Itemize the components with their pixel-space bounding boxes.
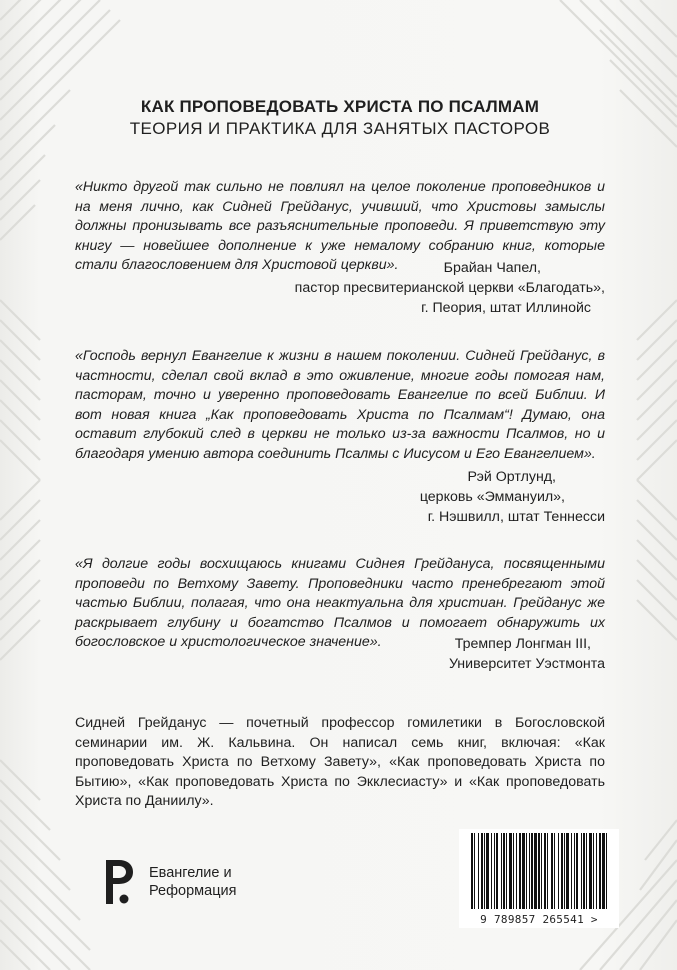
barcode-bar xyxy=(506,833,507,909)
publisher-mark-icon xyxy=(103,858,137,906)
endorser-place: г. Нэшвилл, штат Теннесси xyxy=(427,509,605,525)
endorser-role: церковь «Эммануил», xyxy=(419,489,565,505)
barcode-bar xyxy=(513,833,514,909)
barcode-bar xyxy=(599,833,601,909)
barcode-bar xyxy=(558,833,559,909)
barcode-bar xyxy=(554,833,555,909)
endorser-place: г. Пеория, штат Иллинойс xyxy=(421,300,591,316)
barcode-bar xyxy=(474,833,475,909)
barcode-bar xyxy=(551,833,553,909)
barcode-bar xyxy=(531,833,533,909)
barcode-bar xyxy=(544,833,546,909)
barcode-bar xyxy=(526,833,527,909)
barcode-bars xyxy=(459,829,619,913)
endorsement-attribution-1 xyxy=(75,258,605,318)
barcode-bar xyxy=(561,833,563,909)
barcode-bar xyxy=(491,833,492,909)
barcode-bar xyxy=(534,833,537,909)
barcode-bar xyxy=(486,833,489,909)
barcode-bar xyxy=(593,833,594,909)
barcode-bar xyxy=(484,833,485,909)
endorsement-attribution-2 xyxy=(75,467,605,527)
barcode-bar xyxy=(576,833,578,909)
barcode-bar xyxy=(538,833,540,909)
barcode-bar xyxy=(574,833,575,909)
barcode-bar xyxy=(564,833,565,909)
barcode-bar xyxy=(496,833,498,909)
author-bio: Сидней Грейданус — почетный профессор гомилетики в Богословской семинарии им. Ж. Кальвина. Он написал семь книг, включая: «Как проповедовать Христа по Ветхому Завету», «Как проповедовать Христа по Бытию», «Как проповедовать Христа по Экклесиасту» и «Как проповедовать Христа по Даниилу». xyxy=(75,715,605,809)
barcode-bar xyxy=(566,833,569,909)
barcode-bar xyxy=(596,833,597,909)
barcode-bar xyxy=(481,833,483,909)
endorsement-quote-3: «Я долгие годы восхищаюсь книгами Сиднея Грейдануса, посвященными проповеди по Ветхому Завету. Проповедники часто пренебрегают этой частью Библии, полагая, что она неактуальна для христиан. Грейданус же раскрывает глубину и богатство Псалмов и помогает обнаружить их богословское и христологическое значение». xyxy=(75,556,605,650)
barcode-bar xyxy=(529,833,530,909)
isbn-barcode xyxy=(459,829,619,928)
barcode-bar xyxy=(541,833,542,909)
barcode-bar xyxy=(583,833,585,909)
barcode-bar xyxy=(509,833,512,909)
barcode-bar xyxy=(478,833,479,909)
endorser-name: Рэй Ортлунд, xyxy=(467,469,556,485)
barcode-bar xyxy=(589,833,592,909)
isbn-digits: 9 789857 265541 > xyxy=(480,913,598,926)
endorser-role: пастор пресвитерианской церкви «Благодать», xyxy=(294,280,605,296)
barcode-bar xyxy=(586,833,587,909)
endorsement-quote-1: «Никто другой так сильно не повлиял на целое поколение проповедников и на меня лично, как Сидней Грейданус, учивший, что Христовы замыслы должны пронизывать все разъяснительные проповеди. Я приветствую эту книгу — новейшее дополнение к уже немалому собранию книг, которые стали благословением для Христовой церкви». xyxy=(75,179,605,273)
publisher-logo xyxy=(103,858,236,906)
endorsement-attribution-3 xyxy=(75,634,605,674)
book-title-block xyxy=(60,96,620,140)
barcode-bar xyxy=(471,833,473,909)
barcode-bar xyxy=(522,833,525,909)
barcode-bar xyxy=(516,833,517,909)
endorsement-quote-2: «Господь вернул Евангелие к жизни в нашем поколении. Сидней Грейданус, в частности, сделал свой вклад в это оживление, многие годы помогая нам, пасторам, точно и уверенно проповедовать Евангелие по всей Библии. И вот новая книга „Как проповедовать Христа по Псалмам“! Думаю, она оставит глубокий след в церкви не только из-за важности Псалмов, но и благодаря умению автора соединить Псалмы с Иисусом и Его Евангелием». xyxy=(75,348,605,462)
barcode-bar xyxy=(606,833,607,909)
publisher-name: Евангелие и Реформация xyxy=(149,865,237,899)
book-title: КАК ПРОПОВЕДОВАТЬ ХРИСТА ПО ПСАЛМАМ xyxy=(140,97,540,116)
endorser-role: Университет Уэстмонта xyxy=(448,656,605,672)
endorser-name: Брайан Чапел, xyxy=(443,260,541,276)
barcode-bar xyxy=(519,833,521,909)
book-subtitle: ТЕОРИЯ И ПРАКТИКА ДЛЯ ЗАНЯТЫХ ПАСТОРОВ xyxy=(129,119,551,138)
endorser-name: Тремпер Лонгман III, xyxy=(454,636,591,652)
barcode-bar xyxy=(503,833,505,909)
barcode-bar xyxy=(501,833,502,909)
barcode-bar xyxy=(547,833,548,909)
barcode-bar xyxy=(581,833,582,909)
barcode-bar xyxy=(494,833,495,909)
barcode-bar xyxy=(571,833,572,909)
barcode-bar xyxy=(602,833,605,909)
